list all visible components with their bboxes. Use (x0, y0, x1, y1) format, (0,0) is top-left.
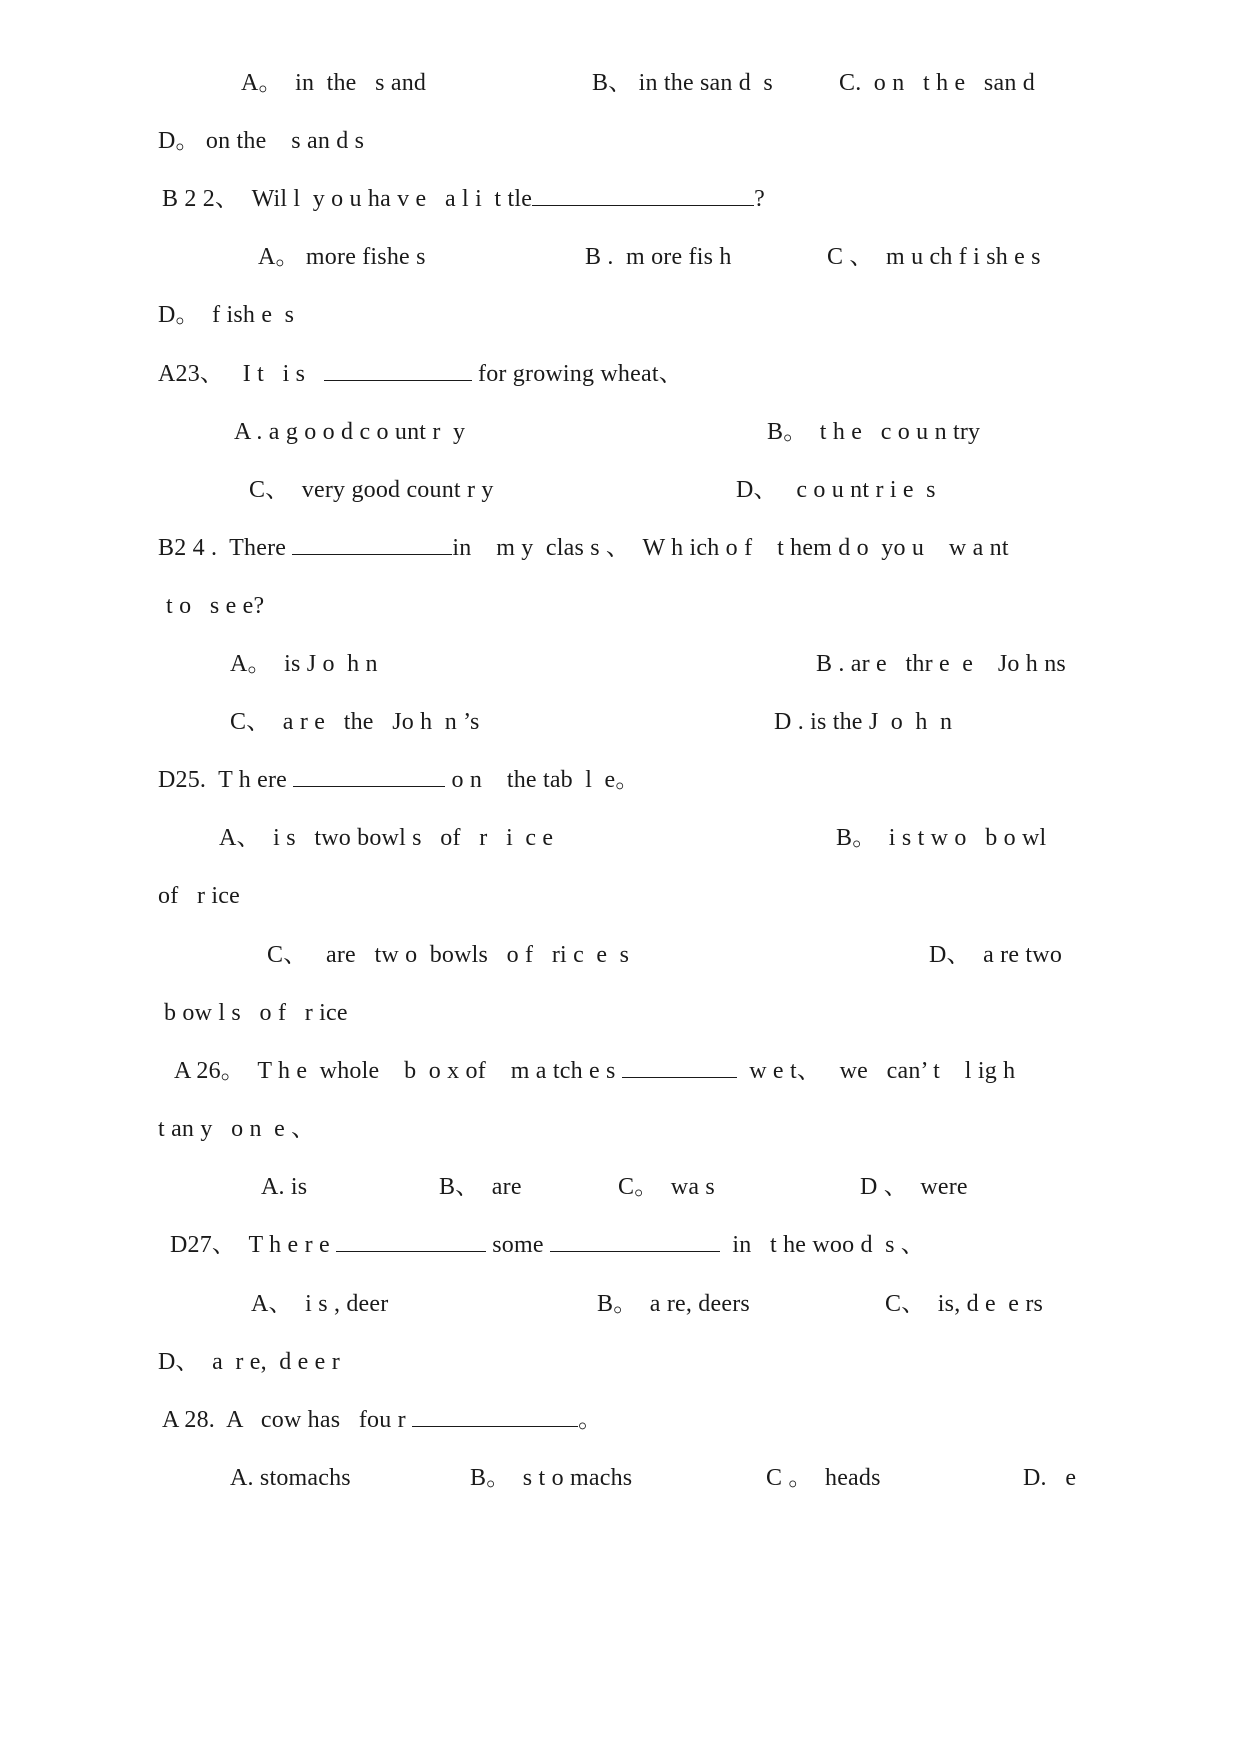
question-26-stem: A 26。 T h e whole b o x of m a tch e s w e t、 we can’ t l ig h (174, 1058, 1016, 1084)
option-21-b: B、 in the san d s (592, 70, 773, 96)
option-23-a: A . a g o o d c o unt r y (234, 419, 466, 445)
answer-blank (412, 1408, 578, 1427)
option-24-d: D . is the J o h n (774, 709, 953, 735)
option-25-d: D、 a re two (929, 942, 1063, 968)
question-26-stem-continued: t an y o n e 、 (158, 1116, 316, 1142)
option-27-b: B。 a re, deers (597, 1291, 750, 1317)
question-28-stem: A 28. A cow has fou r 。 (162, 1407, 603, 1433)
option-22-d: D。 f ish e s (158, 302, 295, 328)
question-22-stem: B 2 2、 Wil l y o u ha v e a l i t tle ? (162, 186, 765, 212)
answer-blank (550, 1233, 720, 1252)
option-26-d: D 、 were (860, 1174, 968, 1200)
option-21-c: C. o n t h e san d (839, 70, 1035, 96)
question-24-stem: B2 4 . There in m y clas s 、 W h ich o f t hem d o yo u w a nt (158, 535, 1009, 561)
option-27-c: C、 is, d e e rs (885, 1291, 1044, 1317)
option-26-c: C。 wa s (618, 1174, 715, 1200)
option-25-b-continued: of r ice (158, 883, 240, 909)
option-28-a: A. stomachs (230, 1465, 351, 1491)
option-24-a: A。 is J o h n (230, 651, 378, 677)
option-25-b: B。 i s t w o b o wl (836, 825, 1047, 851)
option-25-a: A、 i s two bowl s of r i c e (219, 825, 554, 851)
option-28-c: C 。 heads (766, 1465, 881, 1491)
answer-blank (293, 768, 445, 787)
option-28-d: D. e (1023, 1465, 1077, 1491)
question-25-stem: D25. T h ere o n the tab l e。 (158, 767, 640, 793)
option-28-b: B。 s t o machs (470, 1465, 633, 1491)
option-22-b: B . m ore fis h (585, 244, 732, 270)
question-23-stem: A23、 I t i s for growing wheat、 (158, 361, 683, 387)
option-25-c: C、 are tw o bowls o f ri c e s (267, 942, 630, 968)
option-22-a: A。 more fishe s (258, 244, 426, 270)
option-26-b: B、 are (439, 1174, 522, 1200)
option-27-d: D、 a r e, d e e r (158, 1349, 340, 1375)
option-22-c: C 、 m u ch f i sh e s (827, 244, 1041, 270)
option-21-a: A。 in the s and (241, 70, 427, 96)
option-23-d: D、 c o u nt r i e s (736, 477, 936, 503)
answer-blank (292, 536, 452, 555)
option-23-c: C、 very good count r y (249, 477, 494, 503)
answer-blank (324, 362, 472, 381)
question-27-stem: D27、 T h e r e some in t he woo d s 、 (170, 1232, 926, 1258)
option-21-d: D。 on the s an d s (158, 128, 365, 154)
answer-blank (622, 1059, 737, 1078)
option-24-c: C、 a r e the Jo h n ’s (230, 709, 480, 735)
answer-blank (336, 1233, 486, 1252)
option-26-a: A. is (261, 1174, 308, 1200)
answer-blank (532, 187, 754, 206)
option-24-b: B . ar e thr e e Jo h ns (816, 651, 1066, 677)
option-23-b: B。 t h e c o u n try (767, 419, 981, 445)
option-27-a: A、 i s , deer (251, 1291, 389, 1317)
option-25-d-continued: b ow l s o f r ice (164, 1000, 348, 1026)
question-24-stem-continued: t o s e e? (166, 593, 265, 619)
